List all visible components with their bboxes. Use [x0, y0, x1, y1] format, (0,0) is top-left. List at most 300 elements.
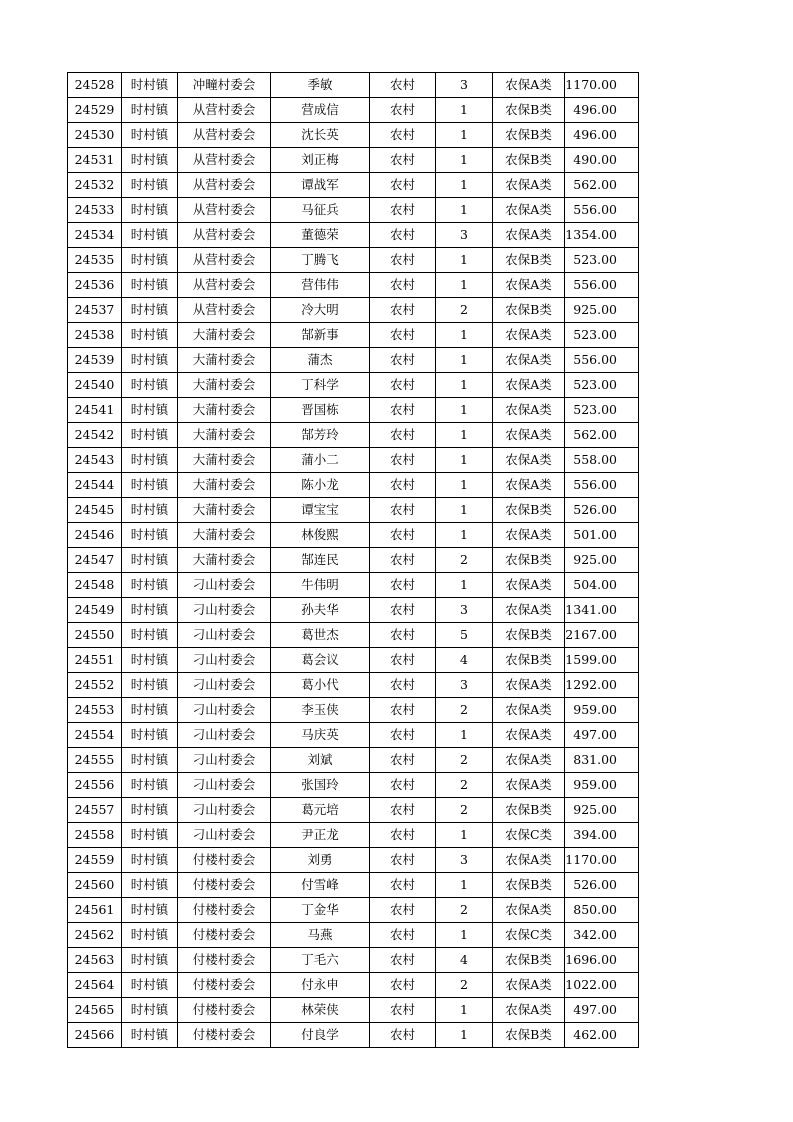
insurance-class-cell: 农保A类 [493, 848, 565, 873]
village-committee-cell: 刁山村委会 [178, 598, 271, 623]
insurance-class-cell: 农保A类 [493, 673, 565, 698]
person-name-cell: 陈小龙 [271, 473, 370, 498]
member-count-cell: 1 [436, 348, 493, 373]
record-id-cell: 24542 [68, 423, 122, 448]
record-id-cell: 24538 [68, 323, 122, 348]
record-id-cell: 24555 [68, 748, 122, 773]
record-id-cell: 24557 [68, 798, 122, 823]
record-id-cell: 24530 [68, 123, 122, 148]
amount-cell: 2167.00 [565, 623, 639, 648]
member-count-cell: 2 [436, 798, 493, 823]
household-type-cell: 农村 [370, 723, 436, 748]
table-row [68, 473, 639, 498]
village-committee-cell: 从营村委会 [178, 298, 271, 323]
town-cell: 时村镇 [122, 673, 178, 698]
village-committee-cell: 刁山村委会 [178, 748, 271, 773]
household-type-cell: 农村 [370, 198, 436, 223]
town-cell: 时村镇 [122, 873, 178, 898]
member-count-cell: 1 [436, 398, 493, 423]
insurance-class-cell: 农保A类 [493, 173, 565, 198]
town-cell: 时村镇 [122, 748, 178, 773]
household-type-cell: 农村 [370, 998, 436, 1023]
person-name-cell: 马征兵 [271, 198, 370, 223]
member-count-cell: 3 [436, 598, 493, 623]
table-row [68, 248, 639, 273]
village-committee-cell: 从营村委会 [178, 173, 271, 198]
record-id-cell: 24540 [68, 373, 122, 398]
town-cell: 时村镇 [122, 448, 178, 473]
member-count-cell: 2 [436, 973, 493, 998]
table-row [68, 373, 639, 398]
village-committee-cell: 大蒲村委会 [178, 398, 271, 423]
household-type-cell: 农村 [370, 798, 436, 823]
household-type-cell: 农村 [370, 498, 436, 523]
amount-cell: 523.00 [565, 323, 639, 348]
table-row [68, 398, 639, 423]
record-id-cell: 24566 [68, 1023, 122, 1048]
record-id-cell: 24553 [68, 698, 122, 723]
insurance-class-cell: 农保B类 [493, 248, 565, 273]
town-cell: 时村镇 [122, 473, 178, 498]
village-committee-cell: 大蒲村委会 [178, 348, 271, 373]
village-committee-cell: 从营村委会 [178, 98, 271, 123]
person-name-cell: 晋国栋 [271, 398, 370, 423]
table-row [68, 748, 639, 773]
person-name-cell: 林俊熙 [271, 523, 370, 548]
record-id-cell: 24528 [68, 73, 122, 98]
member-count-cell: 1 [436, 198, 493, 223]
household-type-cell: 农村 [370, 298, 436, 323]
member-count-cell: 1 [436, 273, 493, 298]
record-id-cell: 24547 [68, 548, 122, 573]
town-cell: 时村镇 [122, 998, 178, 1023]
amount-cell: 556.00 [565, 273, 639, 298]
person-name-cell: 刘勇 [271, 848, 370, 873]
village-committee-cell: 刁山村委会 [178, 773, 271, 798]
table-row [68, 573, 639, 598]
table-row [68, 898, 639, 923]
amount-cell: 462.00 [565, 1023, 639, 1048]
amount-cell: 496.00 [565, 98, 639, 123]
table-row [68, 773, 639, 798]
village-committee-cell: 付楼村委会 [178, 898, 271, 923]
household-type-cell: 农村 [370, 123, 436, 148]
village-committee-cell: 刁山村委会 [178, 673, 271, 698]
household-type-cell: 农村 [370, 248, 436, 273]
record-id-cell: 24551 [68, 648, 122, 673]
table-row [68, 423, 639, 448]
amount-cell: 925.00 [565, 798, 639, 823]
record-id-cell: 24531 [68, 148, 122, 173]
town-cell: 时村镇 [122, 173, 178, 198]
insurance-class-cell: 农保A类 [493, 748, 565, 773]
record-id-cell: 24564 [68, 973, 122, 998]
insurance-class-cell: 农保B类 [493, 648, 565, 673]
insurance-class-cell: 农保A类 [493, 198, 565, 223]
person-name-cell: 郜新事 [271, 323, 370, 348]
member-count-cell: 1 [436, 498, 493, 523]
person-name-cell: 张国玲 [271, 773, 370, 798]
roster-table-body [68, 73, 639, 1048]
member-count-cell: 2 [436, 898, 493, 923]
amount-cell: 959.00 [565, 773, 639, 798]
village-committee-cell: 付楼村委会 [178, 948, 271, 973]
village-committee-cell: 付楼村委会 [178, 1023, 271, 1048]
record-id-cell: 24544 [68, 473, 122, 498]
person-name-cell: 林荣侠 [271, 998, 370, 1023]
person-name-cell: 郜连民 [271, 548, 370, 573]
member-count-cell: 1 [436, 448, 493, 473]
member-count-cell: 4 [436, 648, 493, 673]
village-committee-cell: 刁山村委会 [178, 823, 271, 848]
person-name-cell: 葛小代 [271, 673, 370, 698]
insurance-class-cell: 农保A类 [493, 998, 565, 1023]
amount-cell: 490.00 [565, 148, 639, 173]
village-committee-cell: 刁山村委会 [178, 798, 271, 823]
table-row [68, 948, 639, 973]
insurance-class-cell: 农保A类 [493, 73, 565, 98]
insurance-class-cell: 农保B类 [493, 123, 565, 148]
table-row [68, 648, 639, 673]
household-type-cell: 农村 [370, 623, 436, 648]
household-type-cell: 农村 [370, 873, 436, 898]
town-cell: 时村镇 [122, 848, 178, 873]
table-row [68, 923, 639, 948]
village-committee-cell: 从营村委会 [178, 248, 271, 273]
table-row [68, 973, 639, 998]
member-count-cell: 1 [436, 148, 493, 173]
insurance-class-cell: 农保C类 [493, 823, 565, 848]
amount-cell: 1292.00 [565, 673, 639, 698]
member-count-cell: 2 [436, 548, 493, 573]
member-count-cell: 1 [436, 173, 493, 198]
village-committee-cell: 从营村委会 [178, 273, 271, 298]
table-row [68, 348, 639, 373]
amount-cell: 342.00 [565, 923, 639, 948]
household-type-cell: 农村 [370, 73, 436, 98]
record-id-cell: 24546 [68, 523, 122, 548]
household-type-cell: 农村 [370, 898, 436, 923]
amount-cell: 562.00 [565, 173, 639, 198]
household-type-cell: 农村 [370, 948, 436, 973]
record-id-cell: 24549 [68, 598, 122, 623]
amount-cell: 925.00 [565, 298, 639, 323]
household-type-cell: 农村 [370, 648, 436, 673]
insurance-class-cell: 农保B类 [493, 948, 565, 973]
record-id-cell: 24554 [68, 723, 122, 748]
insurance-class-cell: 农保A类 [493, 273, 565, 298]
amount-cell: 1599.00 [565, 648, 639, 673]
town-cell: 时村镇 [122, 123, 178, 148]
person-name-cell: 蒲杰 [271, 348, 370, 373]
record-id-cell: 24559 [68, 848, 122, 873]
insurance-class-cell: 农保A类 [493, 973, 565, 998]
table-row [68, 673, 639, 698]
record-id-cell: 24550 [68, 623, 122, 648]
member-count-cell: 1 [436, 998, 493, 1023]
member-count-cell: 3 [436, 848, 493, 873]
household-type-cell: 农村 [370, 448, 436, 473]
person-name-cell: 马燕 [271, 923, 370, 948]
member-count-cell: 2 [436, 698, 493, 723]
record-id-cell: 24565 [68, 998, 122, 1023]
member-count-cell: 1 [436, 573, 493, 598]
household-type-cell: 农村 [370, 823, 436, 848]
roster-table [67, 72, 639, 1048]
person-name-cell: 尹正龙 [271, 823, 370, 848]
table-row [68, 173, 639, 198]
amount-cell: 1341.00 [565, 598, 639, 623]
person-name-cell: 刘斌 [271, 748, 370, 773]
insurance-class-cell: 农保A类 [493, 773, 565, 798]
member-count-cell: 1 [436, 523, 493, 548]
village-committee-cell: 从营村委会 [178, 123, 271, 148]
insurance-class-cell: 农保A类 [493, 423, 565, 448]
table-row [68, 848, 639, 873]
town-cell: 时村镇 [122, 923, 178, 948]
village-committee-cell: 付楼村委会 [178, 998, 271, 1023]
record-id-cell: 24552 [68, 673, 122, 698]
village-committee-cell: 大蒲村委会 [178, 373, 271, 398]
table-row [68, 723, 639, 748]
member-count-cell: 3 [436, 73, 493, 98]
person-name-cell: 丁科学 [271, 373, 370, 398]
person-name-cell: 营成信 [271, 98, 370, 123]
town-cell: 时村镇 [122, 523, 178, 548]
amount-cell: 497.00 [565, 723, 639, 748]
amount-cell: 1022.00 [565, 973, 639, 998]
town-cell: 时村镇 [122, 623, 178, 648]
village-committee-cell: 大蒲村委会 [178, 423, 271, 448]
amount-cell: 523.00 [565, 398, 639, 423]
member-count-cell: 4 [436, 948, 493, 973]
household-type-cell: 农村 [370, 273, 436, 298]
record-id-cell: 24534 [68, 223, 122, 248]
insurance-class-cell: 农保A类 [493, 223, 565, 248]
village-committee-cell: 刁山村委会 [178, 723, 271, 748]
person-name-cell: 冷大明 [271, 298, 370, 323]
table-row [68, 598, 639, 623]
person-name-cell: 付雪峰 [271, 873, 370, 898]
person-name-cell: 丁腾飞 [271, 248, 370, 273]
record-id-cell: 24560 [68, 873, 122, 898]
table-row [68, 998, 639, 1023]
table-row [68, 148, 639, 173]
person-name-cell: 付永申 [271, 973, 370, 998]
member-count-cell: 3 [436, 223, 493, 248]
household-type-cell: 农村 [370, 1023, 436, 1048]
record-id-cell: 24556 [68, 773, 122, 798]
record-id-cell: 24537 [68, 298, 122, 323]
amount-cell: 1170.00 [565, 848, 639, 873]
amount-cell: 526.00 [565, 498, 639, 523]
amount-cell: 556.00 [565, 348, 639, 373]
town-cell: 时村镇 [122, 798, 178, 823]
person-name-cell: 李玉侠 [271, 698, 370, 723]
amount-cell: 925.00 [565, 548, 639, 573]
town-cell: 时村镇 [122, 298, 178, 323]
person-name-cell: 葛世杰 [271, 623, 370, 648]
person-name-cell: 孙夫华 [271, 598, 370, 623]
town-cell: 时村镇 [122, 898, 178, 923]
member-count-cell: 1 [436, 473, 493, 498]
amount-cell: 1170.00 [565, 73, 639, 98]
village-committee-cell: 刁山村委会 [178, 623, 271, 648]
record-id-cell: 24543 [68, 448, 122, 473]
insurance-class-cell: 农保A类 [493, 473, 565, 498]
member-count-cell: 5 [436, 623, 493, 648]
insurance-class-cell: 农保B类 [493, 798, 565, 823]
record-id-cell: 24536 [68, 273, 122, 298]
town-cell: 时村镇 [122, 73, 178, 98]
household-type-cell: 农村 [370, 923, 436, 948]
household-type-cell: 农村 [370, 598, 436, 623]
person-name-cell: 付良学 [271, 1023, 370, 1048]
insurance-class-cell: 农保B类 [493, 498, 565, 523]
person-name-cell: 郜芳玲 [271, 423, 370, 448]
table-row [68, 298, 639, 323]
town-cell: 时村镇 [122, 148, 178, 173]
village-committee-cell: 付楼村委会 [178, 848, 271, 873]
village-committee-cell: 从营村委会 [178, 223, 271, 248]
town-cell: 时村镇 [122, 723, 178, 748]
member-count-cell: 1 [436, 1023, 493, 1048]
town-cell: 时村镇 [122, 348, 178, 373]
town-cell: 时村镇 [122, 398, 178, 423]
person-name-cell: 谭宝宝 [271, 498, 370, 523]
person-name-cell: 丁毛六 [271, 948, 370, 973]
village-committee-cell: 刁山村委会 [178, 648, 271, 673]
insurance-class-cell: 农保C类 [493, 923, 565, 948]
record-id-cell: 24545 [68, 498, 122, 523]
amount-cell: 394.00 [565, 823, 639, 848]
record-id-cell: 24563 [68, 948, 122, 973]
town-cell: 时村镇 [122, 948, 178, 973]
insurance-class-cell: 农保B类 [493, 98, 565, 123]
town-cell: 时村镇 [122, 973, 178, 998]
table-row [68, 323, 639, 348]
member-count-cell: 1 [436, 98, 493, 123]
member-count-cell: 1 [436, 423, 493, 448]
person-name-cell: 董德荣 [271, 223, 370, 248]
person-name-cell: 马庆英 [271, 723, 370, 748]
household-type-cell: 农村 [370, 573, 436, 598]
insurance-class-cell: 农保B类 [493, 623, 565, 648]
table-row [68, 823, 639, 848]
insurance-class-cell: 农保B类 [493, 873, 565, 898]
household-type-cell: 农村 [370, 348, 436, 373]
town-cell: 时村镇 [122, 773, 178, 798]
household-type-cell: 农村 [370, 98, 436, 123]
insurance-class-cell: 农保B类 [493, 148, 565, 173]
member-count-cell: 1 [436, 923, 493, 948]
village-committee-cell: 付楼村委会 [178, 923, 271, 948]
person-name-cell: 谭战军 [271, 173, 370, 198]
amount-cell: 850.00 [565, 898, 639, 923]
person-name-cell: 葛元培 [271, 798, 370, 823]
town-cell: 时村镇 [122, 273, 178, 298]
member-count-cell: 1 [436, 248, 493, 273]
town-cell: 时村镇 [122, 248, 178, 273]
amount-cell: 1354.00 [565, 223, 639, 248]
household-type-cell: 农村 [370, 398, 436, 423]
household-type-cell: 农村 [370, 423, 436, 448]
table-row [68, 698, 639, 723]
record-id-cell: 24548 [68, 573, 122, 598]
member-count-cell: 2 [436, 298, 493, 323]
household-type-cell: 农村 [370, 523, 436, 548]
insurance-class-cell: 农保A类 [493, 373, 565, 398]
record-id-cell: 24533 [68, 198, 122, 223]
village-committee-cell: 大蒲村委会 [178, 323, 271, 348]
village-committee-cell: 大蒲村委会 [178, 473, 271, 498]
amount-cell: 496.00 [565, 123, 639, 148]
record-id-cell: 24535 [68, 248, 122, 273]
household-type-cell: 农村 [370, 323, 436, 348]
member-count-cell: 1 [436, 723, 493, 748]
town-cell: 时村镇 [122, 373, 178, 398]
household-type-cell: 农村 [370, 473, 436, 498]
household-type-cell: 农村 [370, 698, 436, 723]
town-cell: 时村镇 [122, 423, 178, 448]
member-count-cell: 3 [436, 673, 493, 698]
record-id-cell: 24541 [68, 398, 122, 423]
table-row [68, 873, 639, 898]
village-committee-cell: 从营村委会 [178, 198, 271, 223]
table-row [68, 798, 639, 823]
town-cell: 时村镇 [122, 573, 178, 598]
amount-cell: 556.00 [565, 473, 639, 498]
person-name-cell: 刘正梅 [271, 148, 370, 173]
table-row [68, 273, 639, 298]
village-committee-cell: 大蒲村委会 [178, 548, 271, 573]
person-name-cell: 沈长英 [271, 123, 370, 148]
insurance-class-cell: 农保A类 [493, 698, 565, 723]
record-id-cell: 24532 [68, 173, 122, 198]
village-committee-cell: 大蒲村委会 [178, 523, 271, 548]
table-row [68, 548, 639, 573]
person-name-cell: 营伟伟 [271, 273, 370, 298]
town-cell: 时村镇 [122, 823, 178, 848]
village-committee-cell: 付楼村委会 [178, 873, 271, 898]
amount-cell: 523.00 [565, 373, 639, 398]
record-id-cell: 24529 [68, 98, 122, 123]
person-name-cell: 蒲小二 [271, 448, 370, 473]
member-count-cell: 1 [436, 123, 493, 148]
table-row [68, 523, 639, 548]
insurance-class-cell: 农保A类 [493, 448, 565, 473]
insurance-class-cell: 农保A类 [493, 598, 565, 623]
village-committee-cell: 付楼村委会 [178, 973, 271, 998]
table-row [68, 123, 639, 148]
town-cell: 时村镇 [122, 198, 178, 223]
table-row [68, 223, 639, 248]
town-cell: 时村镇 [122, 223, 178, 248]
member-count-cell: 1 [436, 823, 493, 848]
amount-cell: 562.00 [565, 423, 639, 448]
amount-cell: 831.00 [565, 748, 639, 773]
member-count-cell: 1 [436, 873, 493, 898]
insurance-class-cell: 农保A类 [493, 723, 565, 748]
insurance-class-cell: 农保B类 [493, 548, 565, 573]
insurance-class-cell: 农保A类 [493, 348, 565, 373]
insurance-class-cell: 农保A类 [493, 898, 565, 923]
amount-cell: 523.00 [565, 248, 639, 273]
town-cell: 时村镇 [122, 1023, 178, 1048]
town-cell: 时村镇 [122, 598, 178, 623]
record-id-cell: 24539 [68, 348, 122, 373]
table-row [68, 98, 639, 123]
